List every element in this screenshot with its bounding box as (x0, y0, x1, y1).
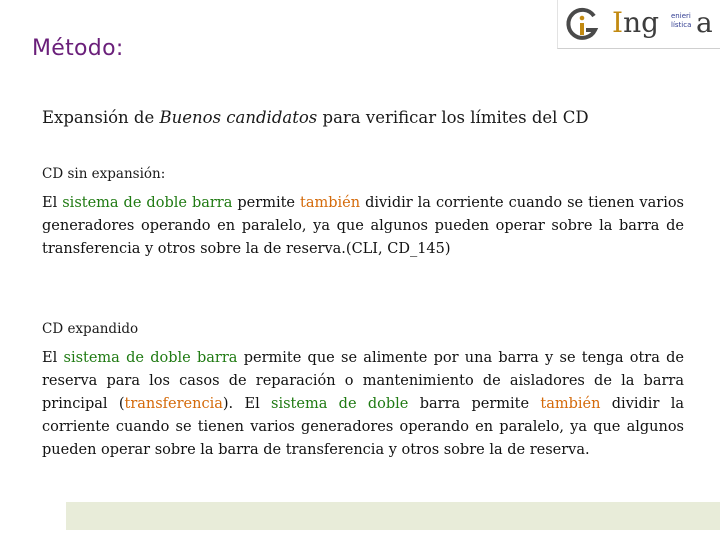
term-highlight: sistema de doble barra (63, 350, 238, 366)
term-highlight: transferencia (124, 396, 223, 412)
logo-wordmark: Ing (612, 6, 660, 39)
paragraph-expanded: El sistema de doble barra permite que se alimente por una barra y se tenga otra de reserva para los casos de reparación o mantenimiento de aisladores de la barra principal (transferencia). El sistema de doble barra permite también dividir la corriente cuando se tienen varios generadores operando en paralelo, ya que algunos pueden operar sobre la barra de transferencia y otros sobre la de reserva. (42, 350, 685, 458)
logo (557, 0, 720, 49)
term-highlight: también (300, 195, 361, 211)
logo-small-text: enieri lística (671, 12, 692, 29)
term-highlight: sistema de doble (271, 396, 409, 412)
section-label-expanded: CD expandido (42, 321, 139, 337)
term-highlight: sistema de doble barra (62, 195, 233, 211)
page-title: Método: (32, 36, 124, 61)
term-highlight: también (540, 396, 601, 412)
logo-emblem-icon (564, 6, 600, 42)
logo-wordmark-end: a (696, 6, 713, 39)
paragraph-no-expansion: El sistema de doble barra permite también dividir la corriente cuando se tienen varios generadores operando en paralelo, ya que algunos pueden operar sobre la barra de transferencia y otros sobre la de reserva.(CLI, CD_145) (42, 195, 685, 257)
footer-bar (66, 502, 720, 530)
intro-line: Expansión de Buenos candidatos para verificar los límites del CD (42, 108, 589, 127)
section-label-no-expansion: CD sin expansión: (42, 166, 166, 182)
